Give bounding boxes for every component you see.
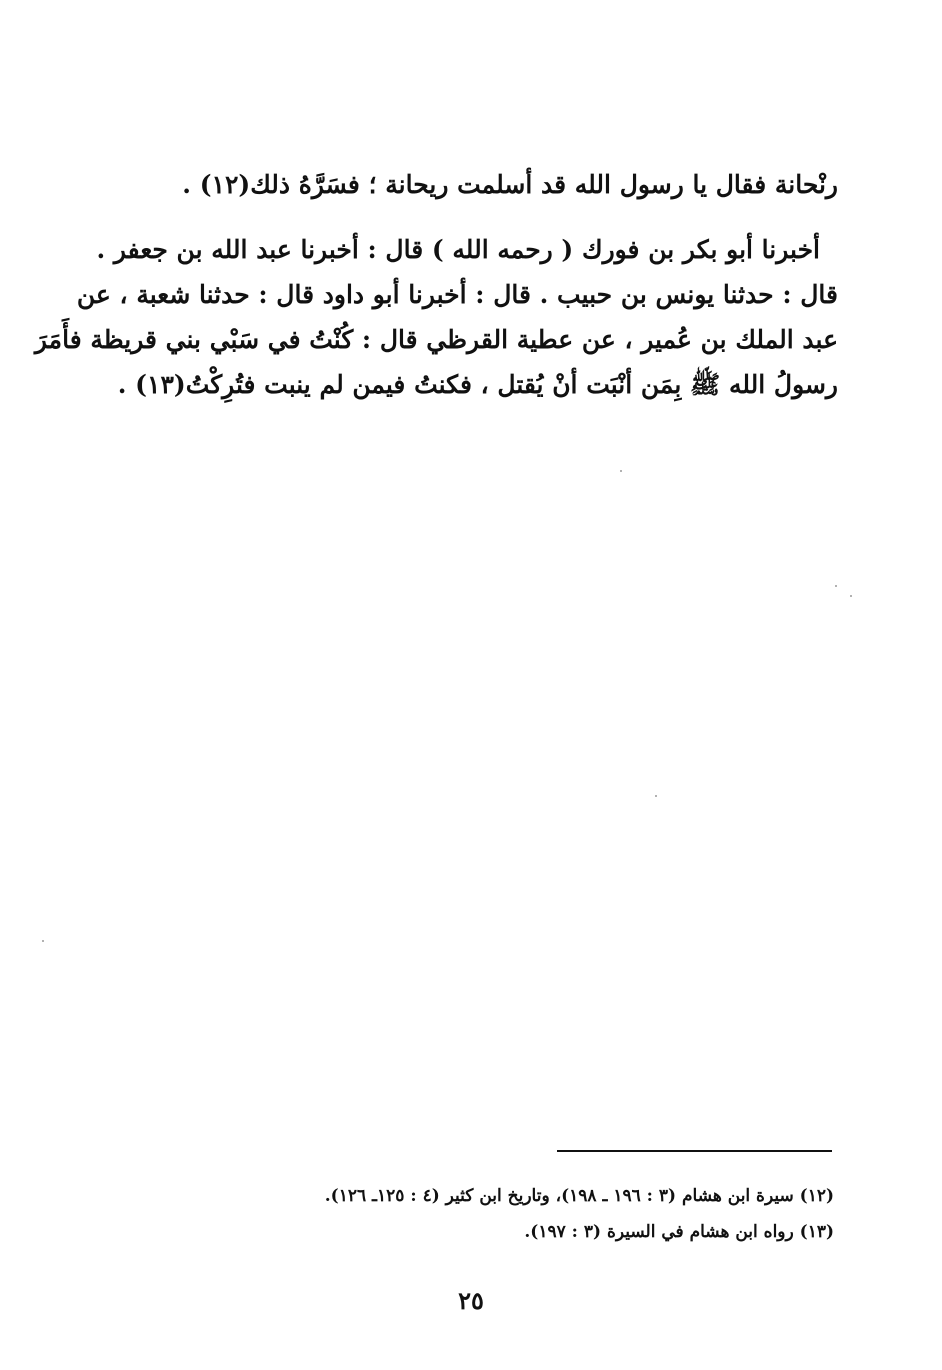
scan-speck bbox=[42, 940, 44, 942]
paragraph-line-2: قال : حدثنا يونس بن حبيب . قال : أخبرنا أبو داود قال : حدثنا شعبة ، عن bbox=[76, 280, 838, 309]
paragraph-line-4: رسولُ الله ﷺ بِمَن أنْبَت أنْ يُقتل ، فكنتُ فيمن لم ينبت فتُرِكْتُ(١٣) . bbox=[117, 370, 838, 399]
scan-speck bbox=[620, 470, 622, 472]
footnotes bbox=[100, 1178, 834, 1250]
paragraph-1-text: رنْحانة فقال يا رسول الله قد أسلمت ريحانة ؛ فسَرَّهُ ذلك(١٢) . bbox=[182, 170, 838, 199]
page-number: ٢٥ bbox=[458, 1286, 484, 1315]
footnote-12: (١٢) سيرة ابن هشام (٣ : ١٩٦ ـ ١٩٨)، وتاريخ ابن كثير (٤ : ١٢٥ـ ١٢٦). bbox=[324, 1186, 834, 1206]
footnote-13: (١٣) رواه ابن هشام في السيرة (٣ : ١٩٧). bbox=[524, 1222, 834, 1242]
scan-speck bbox=[655, 795, 657, 797]
paragraph-line-1: أخبرنا أبو بكر بن فورك ( رحمه الله ) قال : أخبرنا عبد الله بن جعفر . bbox=[96, 235, 820, 264]
paragraph-line-3: عبد الملك بن عُمير ، عن عطية القرظي قال : كُنْتُ في سَبْي بني قريظة فأَمَرَ bbox=[34, 325, 838, 354]
hadith-paragraph bbox=[34, 227, 838, 407]
footnote-separator bbox=[557, 1150, 832, 1152]
scan-speck bbox=[835, 585, 837, 587]
scan-speck bbox=[850, 595, 852, 597]
paragraph-continuation bbox=[100, 162, 838, 207]
